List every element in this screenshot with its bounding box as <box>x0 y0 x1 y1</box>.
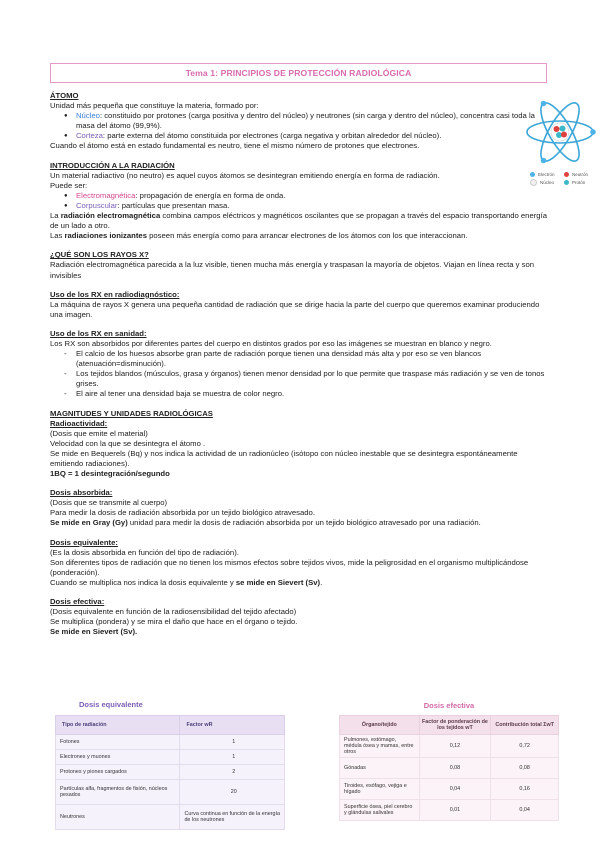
act-3: Se mide en Bequerels (Bq) y nos indica la actividad de un radionúcleo (isótopo con núcleo inestable que se desintegra espontáneamente emitiendo radiaciones). <box>50 448 518 468</box>
table-dosis-efectiva <box>339 701 559 821</box>
table-cell: 20 <box>180 780 285 805</box>
atomo-list <box>50 111 550 141</box>
table-cell: 1 <box>180 735 285 750</box>
radiacion-p3: La radiación electromagnética combina campos eléctricos y magnéticos oscilantes que se propagan a través del espacio transportando energía de un lado a otro. <box>50 211 547 231</box>
list-item <box>76 111 550 131</box>
atomo-outro: Cuando el átomo está en estado fundamental es neutro, tiene el mismo número de protones que electrones. <box>50 141 420 151</box>
ef-2: Se multiplica (pondera) y se mira el daño que hace en el órgano o tejido. <box>50 617 298 627</box>
list-item <box>76 201 550 211</box>
table-cell: 0,08 <box>491 758 559 779</box>
legend-electron: Electrón <box>538 171 555 177</box>
subheading-dosis-equivalente: Dosis equivalente: <box>50 537 118 547</box>
rayos-p1: Radiación electromagnética parecida a la luz visible, tienen mucha más energía y traspasan la mayoría de objetos. Viajan en línea recta y son invisibles <box>50 260 535 280</box>
table-cell: 0,72 <box>491 735 559 758</box>
table-row <box>56 805 285 830</box>
table-row <box>340 758 559 779</box>
column-header: Contribución total ΣwT <box>491 716 559 735</box>
list-item <box>76 191 550 201</box>
table-row <box>56 750 285 765</box>
electromagnetica-term: Electromagnética <box>76 190 136 200</box>
section-heading-atomo: ÁTOMO <box>50 91 79 100</box>
column-header: Órgano/tejido <box>340 716 420 735</box>
list-item <box>76 131 550 141</box>
act-4: 1BQ = 1 desintegración/segundo <box>50 469 170 479</box>
ef-1: (Dosis equivalente en función de la radiosensibilidad del tejido afectado) <box>50 607 297 617</box>
column-header: Factor de ponderación de los tejidos wT <box>419 716 491 735</box>
rayos-sub1-text: La máquina de rayos X genera una pequeña cantidad de radiación que se dirige hacia la parte del cuerpo que queremos examinar produciendo una imagen. <box>50 299 540 319</box>
act-1: (Dosis que emite el material) <box>50 428 148 438</box>
subheading-dosis-absorbida: Dosis absorbida: <box>50 488 113 498</box>
table-title: Dosis efectiva <box>423 701 475 710</box>
subheading-dosis-efectiva: Dosis efectiva: <box>50 597 105 607</box>
table-title: Dosis equivalente <box>79 700 143 709</box>
act-2: Velocidad con la que se desintegra el átomo . <box>50 438 206 448</box>
abs-1: (Dosis que se transmite al cuerpo) <box>50 498 168 508</box>
section-heading-magnitudes: MAGNITUDES Y UNIDADES RADIOLÓGICAS <box>50 408 213 418</box>
table-cell: Neutrones <box>56 805 180 830</box>
neutron-dot-icon <box>564 172 569 177</box>
table-cell: Tiroides, esófago, vejiga e hígado <box>340 779 420 800</box>
table-cell: Partículas alfa, fragmentos de fisión, núcleos pesados <box>56 780 180 805</box>
table-cell: 1 <box>180 750 285 765</box>
subheading-sanidad: Uso de los RX en sanidad: <box>50 328 147 338</box>
table-cell: Pulmones, estómago, médula ósea y mamas, entre otros <box>340 735 420 758</box>
subheading-radiodiagnostico: Uso de los RX en radiodiagnóstico: <box>50 289 180 299</box>
radiacion-p4: Las radiaciones ionizantes poseen más energía como para arrancar electrones de los átomos con los que interaccionan. <box>50 231 468 241</box>
table-cell: Protones y piones cargados <box>56 765 180 780</box>
atomo-intro: Unidad más pequeña que constituye la materia, formado por: <box>50 101 259 111</box>
table-cell: 0,16 <box>491 779 559 800</box>
eq-2: Son diferentes tipos de radiación que no tienen los mismos efectos sobre tejidos vivos, mide la peligrosidad en el organismo multiplicándose (ponderación). <box>50 557 529 577</box>
table-row <box>340 779 559 800</box>
table-dosis-equivalente <box>55 700 285 830</box>
electromagnetica-description: : propagación de energía en forma de onda. <box>135 190 286 200</box>
list-item: - El calcio de los huesos absorbe gran parte de radiación porque tienen una densidad más alta y por eso se ven blancos (atenuación=disminución). <box>76 349 550 369</box>
legend-proton: Protón <box>572 179 586 185</box>
table-row <box>340 800 559 821</box>
table-cell: 0,01 <box>419 800 491 821</box>
proton-dot-icon <box>564 180 569 185</box>
table-row <box>56 780 285 805</box>
table-cell: Superficie ósea, piel cerebro y glándulas salivales <box>340 800 420 821</box>
section-heading-rayos: ¿QUÉ SON LOS RAYOS X? <box>50 250 149 260</box>
rayos-list <box>50 349 550 399</box>
table-cell: Gónadas <box>340 758 420 779</box>
page-title: Tema 1: PRINCIPIOS DE PROTECCIÓN RADIOLÓGICA <box>50 63 547 83</box>
table-cell: 0,08 <box>419 758 491 779</box>
table-cell: Curva continua en función de la energía de los neutrones <box>180 805 285 830</box>
list-item: - El aire al tener una densidad baja se muestra de color negro. <box>76 389 550 399</box>
radiacion-p1: Un material radiactivo (no neutro) es aquel cuyos átomos se desintegran emitiendo energía en forma de radiación. <box>50 170 440 180</box>
list-item: - Los tejidos blandos (músculos, grasa y órganos) tienen menor densidad por lo que permite que traspase más radiación y se ven de tonos grises. <box>76 369 550 389</box>
eq-1: (Es la dosis absorbida en función del tipo de radiación). <box>50 547 239 557</box>
eq-3: Cuando se multiplica nos indica la dosis equivalente y se mide en Sievert (Sv). <box>50 577 323 587</box>
table-row <box>340 735 559 758</box>
corpuscular-description: : partículas que presentan masa. <box>117 200 230 210</box>
equivalent-dose-table <box>55 715 285 830</box>
column-header: Factor wR <box>180 716 285 735</box>
corteza-description: : parte externa del átomo constituida por electrones (carga negativa y orbitan alrededor del núcleo). <box>102 131 442 141</box>
subheading-radioactividad: Radioactividad: <box>50 418 108 428</box>
rayos-sub2-text: Los RX son absorbidos por diferentes partes del cuerpo en distintos grados por eso las imágenes se muestran en blanco y negro. <box>50 338 492 348</box>
corteza-term: Corteza <box>76 131 103 141</box>
table-row <box>56 765 285 780</box>
radiacion-p2: Puede ser: <box>50 180 88 190</box>
document-body <box>50 91 550 637</box>
effective-dose-table <box>339 715 559 821</box>
abs-3: Se mide en Gray (Gy) unidad para medir la dosis de radiación absorbida por un tejido biológico atravesado por una radiación. <box>50 518 481 528</box>
corpuscular-term: Corpuscular <box>76 200 118 210</box>
table-cell: 2 <box>180 765 285 780</box>
column-header: Tipo de radiación <box>56 716 180 735</box>
table-cell: 0,12 <box>419 735 491 758</box>
table-cell: Electrones y muones <box>56 750 180 765</box>
abs-2: Para medir la dosis de radiación absorbida por un tejido biológico atravesado. <box>50 508 315 518</box>
ef-3: Se mide en Sievert (Sv). <box>50 627 138 637</box>
table-cell: Fotones <box>56 735 180 750</box>
nucleo-description: : constituido por protones (carga positiva y dentro del núcleo) y neutrones (sin carga y dentro del núcleo), concentra casi toda la masa del átomo (99,9%). <box>76 111 535 131</box>
table-cell: 0,04 <box>491 800 559 821</box>
legend-nucleo: Núcleo <box>540 179 555 185</box>
table-row <box>56 735 285 750</box>
section-heading-radiacion: INTRODUCCIÓN A LA RADIACIÓN <box>50 160 175 170</box>
radiacion-list <box>50 191 550 211</box>
legend-neutron: Neutrón <box>572 171 589 177</box>
table-cell: 0,04 <box>419 779 491 800</box>
nucleo-term: Núcleo <box>76 111 100 121</box>
